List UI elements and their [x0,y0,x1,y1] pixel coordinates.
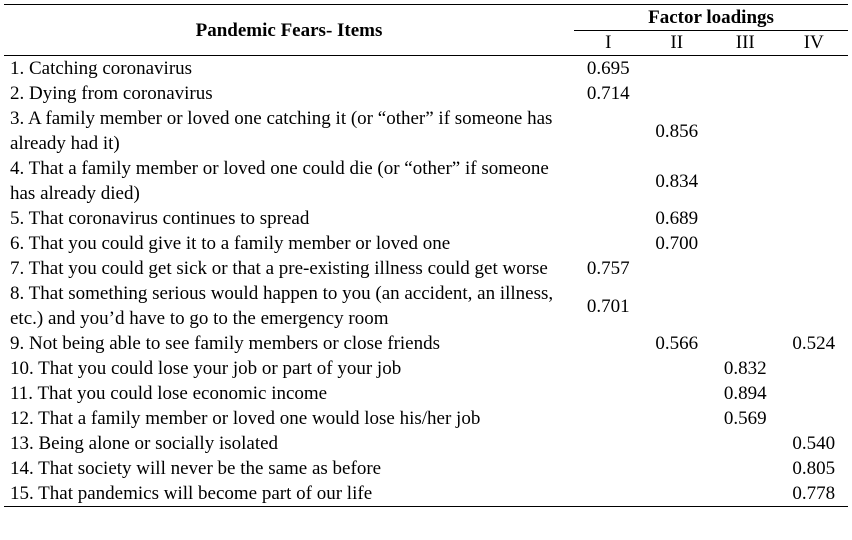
item-text: 5. That coronavirus continues to spread [10,208,310,229]
loading-cell-factor-4 [780,281,849,331]
loading-cell-factor-3 [711,281,780,331]
item-text: 13. Being alone or socially isolated [10,433,279,454]
factor-header-1: I [574,31,643,56]
table-row [4,56,848,82]
loading-cell-factor-3 [711,481,780,507]
table-row [4,206,848,231]
loading-cell-factor-1: 0.695 [586,58,630,79]
loading-cell-factor-4 [780,406,849,431]
loading-cell-factor-4 [780,256,849,281]
item-text: 4. That a family member or loved one could die (or “other” if someone has already died) [10,158,549,204]
table-row [4,431,848,456]
loading-cell-factor-1 [574,406,643,431]
table-row [4,481,848,507]
loading-cell-factor-4 [780,56,849,82]
loading-cell-factor-3 [711,156,780,206]
item-text: 15. That pandemics will become part of our life [4,481,574,507]
loading-cell-factor-4: 0.805 [792,458,836,479]
table-row [4,456,848,481]
item-text: 1. Catching coronavirus [10,58,193,79]
loading-cell-factor-3 [711,331,780,356]
loading-cell-factor-4 [780,381,849,406]
loading-cell-factor-2 [643,456,712,481]
loading-cell-factor-2 [643,256,712,281]
table-row [4,81,848,106]
loading-cell-factor-2 [643,481,712,507]
factor-loadings-table [4,4,848,507]
loading-cell-factor-2 [643,381,712,406]
item-text: 14. That society will never be the same as before [10,458,382,479]
loading-cell-factor-4: 0.778 [780,481,849,507]
loading-cell-factor-1 [574,231,643,256]
loading-cell-factor-2: 0.700 [655,233,699,254]
loading-cell-factor-2 [643,281,712,331]
item-text: 11. That you could lose economic income [10,383,328,404]
loading-cell-factor-3 [711,231,780,256]
loading-cell-factor-1: 0.757 [586,258,630,279]
items-column-header: Pandemic Fears- Items [4,5,574,56]
loading-cell-factor-1 [574,106,643,156]
loading-cell-factor-3: 0.569 [723,408,767,429]
table-row [4,231,848,256]
loading-cell-factor-4 [780,356,849,381]
loading-cell-factor-1: 0.701 [586,295,630,317]
loading-cell-factor-2: 0.689 [655,208,699,229]
loading-cell-factor-1 [574,381,643,406]
loading-cell-factor-4 [780,106,849,156]
table-body [4,56,848,507]
loading-cell-factor-3: 0.832 [723,358,767,379]
factor-loadings-header: Factor loadings [574,5,848,31]
item-text: 3. A family member or loved one catching it (or “other” if someone has already had it) [10,108,553,154]
loading-cell-factor-4: 0.540 [792,433,836,454]
loading-cell-factor-2 [643,56,712,82]
table-row [4,156,848,206]
loading-cell-factor-4 [780,156,849,206]
item-text: 9. Not being able to see family members or close friends [10,333,441,354]
table-row [4,406,848,431]
loading-cell-factor-1 [574,356,643,381]
table-header [4,5,848,56]
loading-cell-factor-1 [574,331,643,356]
loading-cell-factor-3 [711,81,780,106]
loading-cell-factor-4 [780,231,849,256]
table-row [4,356,848,381]
item-text: 10. That you could lose your job or part of your job [10,358,402,379]
loading-cell-factor-1 [574,206,643,231]
table-row [4,281,848,331]
loading-cell-factor-2 [643,81,712,106]
loading-cell-factor-1 [574,456,643,481]
table-row [4,106,848,156]
table-row [4,331,848,356]
factor-header-2: II [643,31,712,56]
loading-cell-factor-4: 0.524 [792,333,836,354]
loading-cell-factor-3 [711,106,780,156]
item-text: 8. That something serious would happen to you (an accident, an illness, etc.) and you’d have to go to the emergency room [10,283,554,329]
item-text: 7. That you could get sick or that a pre-existing illness could get worse [10,258,548,279]
loading-cell-factor-4 [780,206,849,231]
factor-header-3: III [711,31,780,56]
loading-cell-factor-3 [711,456,780,481]
loading-cell-factor-2: 0.566 [655,333,699,354]
loading-cell-factor-2 [643,431,712,456]
loading-cell-factor-1 [574,481,643,507]
loading-cell-factor-1: 0.714 [586,83,630,104]
table-row [4,256,848,281]
item-text: 12. That a family member or loved one would lose his/her job [10,408,481,429]
loading-cell-factor-4 [780,81,849,106]
factor-header-4: IV [780,31,849,56]
loading-cell-factor-3 [711,206,780,231]
loading-cell-factor-3: 0.894 [723,383,767,404]
loading-cell-factor-1 [574,156,643,206]
loading-cell-factor-3 [711,256,780,281]
loading-cell-factor-2: 0.856 [655,120,699,142]
loading-cell-factor-2: 0.834 [655,170,699,192]
loading-cell-factor-3 [711,431,780,456]
item-text: 2. Dying from coronavirus [10,83,213,104]
loading-cell-factor-2 [643,356,712,381]
loading-cell-factor-2 [643,406,712,431]
loading-cell-factor-1 [574,431,643,456]
loading-cell-factor-3 [711,56,780,82]
table-row [4,381,848,406]
item-text: 6. That you could give it to a family member or loved one [10,233,451,254]
